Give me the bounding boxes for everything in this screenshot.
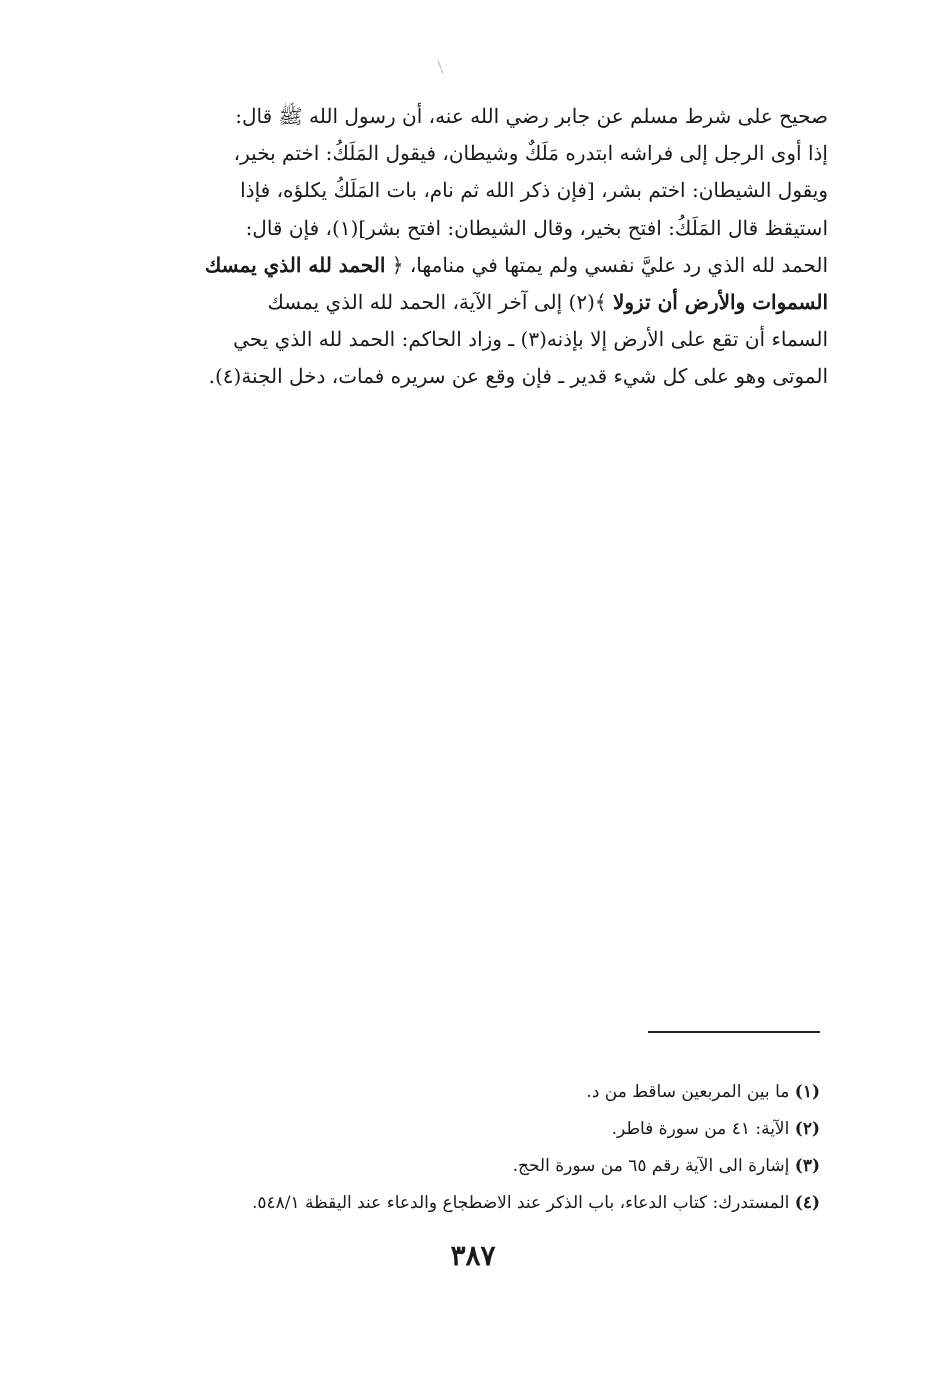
footnote-divider [648, 1031, 820, 1033]
quran-verse-end: السموات والأرض أن تزولا [612, 290, 828, 315]
text-line-2: إذا أوى الرجل إلى فراشه ابتدره مَلَكٌ وشيطان، فيقول المَلَكُ: اختم بخير، [233, 141, 828, 166]
text-line-5 [132, 247, 828, 284]
footnotes [140, 1074, 820, 1222]
footnote-text: ما بين المربعين ساقط من د. [586, 1082, 790, 1102]
footnote-text: المستدرك: كتاب الدعاء، باب الذكر عند الاضطجاع والدعاء عند اليقظة ٥٤٨/١. [251, 1193, 790, 1213]
page-number: ٣٨٧ [450, 1239, 496, 1272]
footnote-text: إشارة الى الآية رقم ٦٥ من سورة الحج. [512, 1156, 790, 1176]
quran-verse-start: الحمد لله الذي يمسك [204, 252, 386, 277]
text-line-8: الموتى وهو على كل شيء قدير ـ فإن وقع عن سريره فمات، دخل الجنة(٤). [208, 364, 828, 389]
footnote-3 [140, 1148, 820, 1185]
main-text [132, 98, 828, 396]
scan-mark [438, 60, 444, 73]
footnote-2 [140, 1111, 820, 1148]
text-line-6 [132, 284, 828, 321]
text-line-6-rest: ﴾(٢) إلى آخر الآية، الحمد لله الذي يمسك [267, 290, 607, 315]
footnote-1 [140, 1074, 820, 1111]
text-line-4: استيقظ قال المَلَكُ: افتح بخير، وقال الشيطان: افتح بشر](١)، فإن قال: [245, 215, 828, 240]
text-line-5-start: الحمد لله الذي رد عليَّ نفسي ولم يمتها في منامها، ﴿ [391, 252, 828, 277]
footnote-marker: (٢) [794, 1119, 820, 1139]
text-line-3: ويقول الشيطان: اختم بشر، [فإن ذكر الله ثم نام، بات المَلَكُ يكلؤه، فإذا [240, 178, 828, 203]
footnote-4 [140, 1185, 820, 1222]
text-line-1: صحيح على شرط مسلم عن جابر رضي الله عنه، أن رسول الله ﷺ قال: [235, 104, 828, 128]
footnote-marker: (٤) [794, 1193, 820, 1213]
text-line-7: السماء أن تقع على الأرض إلا بإذنه(٣) ـ وزاد الحاكم: الحمد لله الذي يحي [233, 327, 828, 352]
footnote-marker: (٣) [794, 1156, 820, 1176]
footnote-text: الآية: ٤١ من سورة فاطر. [611, 1119, 790, 1139]
footnote-marker: (١) [794, 1082, 820, 1102]
